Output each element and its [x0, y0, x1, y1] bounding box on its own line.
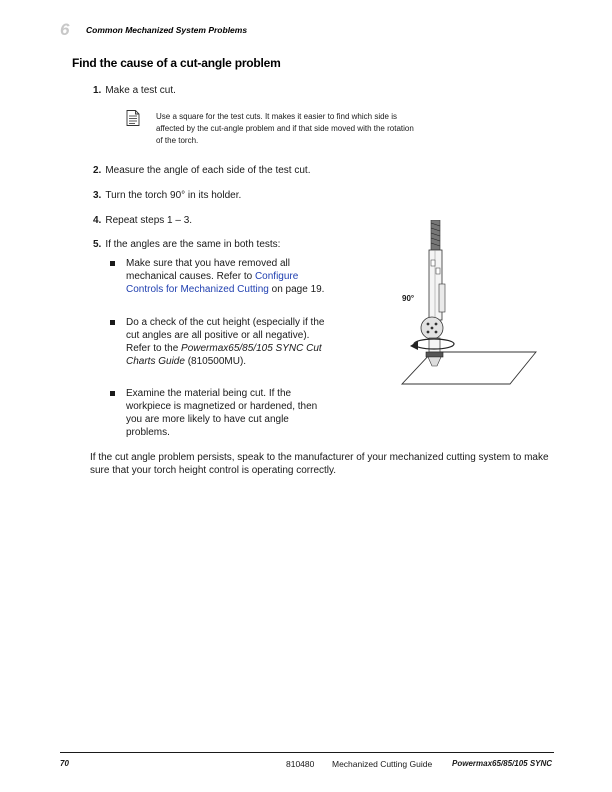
- step-number: 2.: [93, 165, 102, 176]
- step-1: [93, 84, 176, 97]
- configure-controls-link[interactable]: Configure Controls for Mechanized Cutting: [126, 271, 299, 295]
- note-line: of the torch.: [156, 136, 199, 145]
- rotation-angle-label: 90°: [402, 294, 415, 303]
- torch-rotation-illustration: [370, 220, 550, 400]
- cut-charts-guide-title: Powermax65/85/105 SYNC Cut Charts Guide: [126, 343, 322, 367]
- step-text: Make a test cut.: [105, 85, 176, 96]
- bullet-text: [126, 316, 331, 368]
- bullet-marker: [110, 261, 115, 266]
- bullet-text: Examine the material being cut. If the workpiece is magnetized or hardened, then you are more likely to have cut angle problems.: [126, 388, 318, 438]
- guide-title: Mechanized Cutting Guide: [332, 759, 433, 769]
- step-number: 5.: [93, 239, 102, 250]
- product-name: Powermax65/85/105 SYNC: [452, 759, 553, 768]
- bullet-marker: [110, 320, 115, 325]
- step-3: [93, 189, 241, 202]
- bullet-text-part: Make sure that you have removed all mechanical causes. Refer to: [126, 258, 290, 282]
- torch-holder-bracket: [439, 284, 445, 312]
- document-number: 810480: [286, 759, 315, 769]
- section-title: Find the cause of a cut-angle problem: [72, 56, 281, 70]
- bullet-text-part: Do a check of the cut height (especially if the cut angles are all positive or all negative). Refer to the: [126, 317, 325, 354]
- page-number: 70: [60, 759, 69, 768]
- chapter-number: 6: [60, 20, 70, 39]
- rotation-arrowhead: [410, 341, 418, 350]
- step-number: 1.: [93, 85, 102, 96]
- bullet-text-part: (810500MU).: [184, 356, 247, 367]
- closing-paragraph: If the cut angle problem persists, speak to the manufacturer of your mechanized cutting system to make sure that your torch height control is operating correctly.: [90, 452, 549, 476]
- step-number: 4.: [93, 215, 102, 226]
- step-5: [93, 238, 280, 251]
- step-number: 3.: [93, 190, 102, 201]
- torch-shield: [426, 352, 443, 357]
- note-text: [156, 111, 486, 147]
- step-2: [93, 164, 310, 177]
- step-text: Measure the angle of each side of the test cut.: [105, 165, 311, 176]
- step-text: If the angles are the same in both tests:: [105, 239, 281, 250]
- bullet-text-part: on page 19.: [268, 284, 325, 295]
- running-header-title: Common Mechanized System Problems: [86, 25, 248, 35]
- step-text: Repeat steps 1 – 3.: [105, 215, 193, 226]
- bullet-marker: [110, 391, 115, 396]
- note-icon: [126, 110, 140, 131]
- workpiece-plate: [402, 352, 536, 384]
- step-text: Turn the torch 90° in its holder.: [105, 190, 242, 201]
- footer-rule: [60, 752, 554, 753]
- bullet-text: [126, 257, 331, 296]
- step-4: [93, 214, 192, 227]
- note-line: affected by the cut-angle problem and if that side moved with the rotation: [156, 124, 414, 133]
- note-line: Use a square for the test cuts. It makes it easier to find which side is: [156, 112, 397, 121]
